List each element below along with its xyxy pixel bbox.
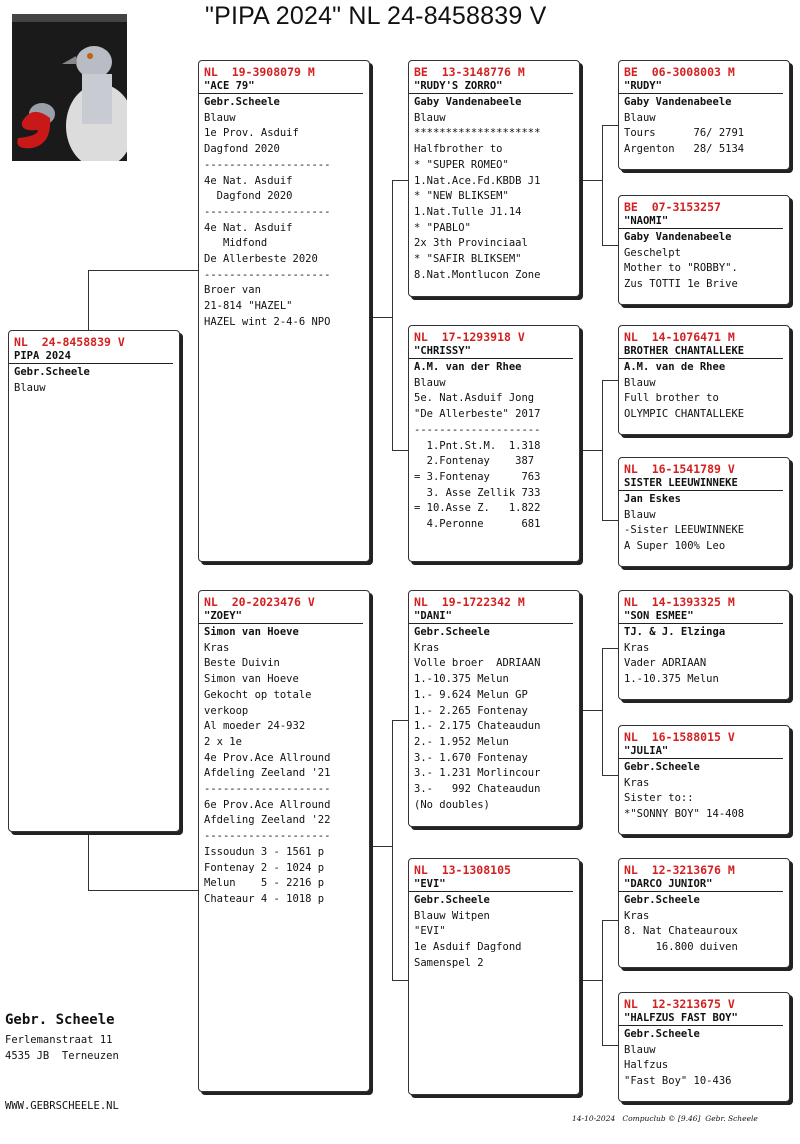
info-line: Gekocht op totale — [204, 688, 312, 701]
info-line: Melun 5 - 2216 p — [204, 877, 325, 890]
info-line: Dagfond 2020 — [204, 143, 280, 156]
info-line: Beste Duivin — [204, 657, 280, 670]
pigeon-name: "DANI" — [409, 609, 573, 624]
pigeon-name: "ACE 79" — [199, 79, 363, 94]
owner-name: Gaby Vandenabeele — [624, 231, 732, 243]
info-line: Midfond — [204, 237, 268, 250]
info-line: Blauw — [624, 376, 656, 389]
info-line: 5e. Nat.Asduif Jong — [414, 392, 535, 405]
info-line: 1.- 9.624 Melun GP — [414, 688, 528, 701]
info-line: *"SONNY BOY" 14-408 — [624, 808, 745, 821]
info-line: (No doubles) — [414, 798, 490, 811]
pigeon-name: PIPA 2024 — [9, 349, 173, 364]
info-line: = 10.Asse Z. 1.822 — [414, 502, 541, 515]
info-line: -------------------- — [204, 205, 331, 218]
subject-card — [8, 330, 180, 832]
info-line: Dagfond 2020 — [204, 190, 293, 203]
info-line: Blauw Witpen — [414, 909, 490, 922]
ring-number: BE 13-3148776 M — [414, 65, 525, 79]
owner-name: A.M. van de Rhee — [624, 361, 726, 373]
dam-card — [198, 590, 370, 1092]
info-line: Argenton 28/ 5134 — [624, 143, 745, 156]
info-line: Kras — [624, 641, 650, 654]
ring-number: BE 06-3008003 M — [624, 65, 735, 79]
ring-number: NL 20-2023476 V — [204, 595, 315, 609]
info-line: Blauw — [204, 111, 236, 124]
info-line: A Super 100% Leo — [624, 540, 726, 553]
owner-name: Gebr.Scheele — [624, 761, 700, 773]
owner-name: Gebr.Scheele — [624, 894, 700, 906]
info-line: 1e Asduif Dagfond — [414, 941, 522, 954]
pigeon-name: SISTER LEEUWINNEKE — [619, 476, 783, 491]
info-line: 2x 3th Provinciaal — [414, 237, 528, 250]
info-line: Kras — [624, 776, 650, 789]
info-line: HAZEL wint 2-4-6 NPO — [204, 315, 331, 328]
info-line: 1.-10.375 Melun — [414, 673, 509, 686]
sire-dam-card — [408, 325, 580, 562]
info-line: 1e Prov. Asduif — [204, 127, 299, 140]
info-line: Blauw — [624, 508, 656, 521]
info-line: De Allerbeste 2020 — [204, 253, 318, 266]
breeder-name: Gebr. Scheele — [5, 1012, 115, 1028]
info-line: -------------------- — [204, 830, 331, 843]
info-line: 16.800 duiven — [624, 941, 738, 954]
info-line: Kras — [414, 641, 440, 654]
sire-sire-card — [408, 60, 580, 297]
owner-name: Simon van Hoeve — [204, 626, 299, 638]
ring-number: NL 12-3213676 M — [624, 863, 735, 877]
info-line: * "SUPER ROMEO" — [414, 158, 509, 171]
info-line: Zus TOTTI 1e Brive — [624, 278, 738, 291]
owner-name: Gaby Vandenabeele — [414, 96, 522, 108]
info-line: -------------------- — [414, 423, 541, 436]
dsd-card — [618, 725, 790, 835]
ssd-card — [618, 195, 790, 305]
owner-name: Gebr.Scheele — [204, 96, 280, 108]
info-line: 4e Nat. Asduif — [204, 221, 293, 234]
info-line: Blauw — [14, 381, 46, 394]
owner-name: Gebr.Scheele — [14, 366, 90, 378]
info-line: "De Allerbeste" 2017 — [414, 408, 541, 421]
info-line: 6e Prov.Ace Allround — [204, 798, 331, 811]
owner-name: TJ. & J. Elzinga — [624, 626, 726, 638]
info-line: ******************** — [414, 127, 541, 140]
info-line: Kras — [204, 641, 230, 654]
info-line: Afdeling Zeeland '21 — [204, 767, 331, 780]
owner-name: Gebr.Scheele — [414, 894, 490, 906]
info-line: Kras — [624, 909, 650, 922]
sire-card — [198, 60, 370, 562]
pigeon-name: "CHRISSY" — [409, 344, 573, 359]
info-line: 3.- 1.231 Morlincour — [414, 767, 541, 780]
info-line: verkoop — [204, 704, 249, 717]
info-line: 1.- 2.175 Chateaudun — [414, 720, 541, 733]
info-line: Issoudun 3 - 1561 p — [204, 845, 325, 858]
pigeon-name: "RUDY" — [619, 79, 783, 94]
info-line: 2 x 1e — [204, 735, 242, 748]
info-line: 21-814 "HAZEL" — [204, 300, 293, 313]
info-line: Simon van Hoeve — [204, 673, 299, 686]
info-line: "EVI" — [414, 925, 446, 938]
info-line: Sister to:: — [624, 792, 694, 805]
info-line: Chateaur 4 - 1018 p — [204, 892, 325, 905]
info-line: = 3.Fontenay 763 — [414, 470, 541, 483]
info-line: 8.Nat.Montlucon Zone — [414, 268, 541, 281]
breeder-website-link[interactable]: WWW.GEBRSCHEELE.NL — [5, 1100, 119, 1112]
info-line: Halfzus — [624, 1059, 669, 1072]
info-line: 1.- 2.265 Fontenay — [414, 704, 528, 717]
ring-number: NL 12-3213675 V — [624, 997, 735, 1011]
pigeon-name: "SON ESMEE" — [619, 609, 783, 624]
info-line: -------------------- — [204, 158, 331, 171]
pigeon-name: "HALFZUS FAST BOY" — [619, 1011, 783, 1026]
info-line: Samenspel 2 — [414, 956, 484, 969]
info-line: "Fast Boy" 10-436 — [624, 1075, 732, 1088]
info-line: Mother to "ROBBY". — [624, 262, 738, 275]
info-line: Tours 76/ 2791 — [624, 127, 745, 140]
info-line: 4e Nat. Asduif — [204, 174, 293, 187]
ring-number: NL 16-1588015 V — [624, 730, 735, 744]
ring-number: BE 07-3153257 — [624, 200, 721, 214]
info-line: 1.-10.375 Melun — [624, 673, 719, 686]
info-line: Afdeling Zeeland '22 — [204, 814, 331, 827]
sdd-card — [618, 457, 790, 567]
pigeon-name: "ZOEY" — [199, 609, 363, 624]
footer-info: 14-10-2024 Compuclub © [9.46] Gebr. Scheele — [572, 1114, 758, 1123]
info-line: Full brother to — [624, 392, 719, 405]
info-line: Volle broer ADRIAAN — [414, 657, 541, 670]
info-line: OLYMPIC CHANTALLEKE — [624, 408, 745, 421]
info-line: Vader ADRIAAN — [624, 657, 707, 670]
info-line: 1.Nat.Tulle J1.14 — [414, 205, 522, 218]
breeder-street: Ferlemanstraat 11 — [5, 1034, 113, 1046]
ring-number: NL 19-1722342 M — [414, 595, 525, 609]
info-line: * "PABLO" — [414, 221, 471, 234]
ring-number: NL 13-1308105 — [414, 863, 511, 877]
info-line: 1.Pnt.St.M. 1.318 — [414, 439, 541, 452]
info-line: -------------------- — [204, 268, 331, 281]
ring-number: NL 14-1076471 M — [624, 330, 735, 344]
info-line: Blauw — [624, 111, 656, 124]
pigeon-name: "DARCO JUNIOR" — [619, 877, 783, 892]
info-line: Halfbrother to — [414, 143, 503, 156]
page-title: "PIPA 2024" NL 24-8458839 V — [205, 2, 547, 30]
owner-name: Gebr.Scheele — [624, 1028, 700, 1040]
dam-sire-card — [408, 590, 580, 827]
ring-number: NL 19-3908079 M — [204, 65, 315, 79]
club-logo — [12, 14, 127, 161]
info-line: 1.Nat.Ace.Fd.KBDB J1 — [414, 174, 541, 187]
ddd-card — [618, 992, 790, 1102]
info-line: Broer van — [204, 284, 261, 297]
info-line: 3. Asse Zellik 733 — [414, 486, 541, 499]
info-line: * "NEW BLIKSEM" — [414, 190, 509, 203]
info-line: Fontenay 2 - 1024 p — [204, 861, 325, 874]
info-line: -------------------- — [204, 783, 331, 796]
ring-number: NL 24-8458839 V — [14, 335, 125, 349]
pigeon-name: BROTHER CHANTALLEKE — [619, 344, 783, 359]
info-line: 2.- 1.952 Melun — [414, 735, 509, 748]
info-line: Blauw — [624, 1043, 656, 1056]
owner-name: A.M. van der Rhee — [414, 361, 522, 373]
sss-card — [618, 60, 790, 170]
owner-name: Gebr.Scheele — [414, 626, 490, 638]
pigeon-name: "EVI" — [409, 877, 573, 892]
sds-card — [618, 325, 790, 435]
info-line: 4e Prov.Ace Allround — [204, 751, 331, 764]
info-line: Geschelpt — [624, 246, 681, 259]
pigeon-name: "RUDY'S ZORRO" — [409, 79, 573, 94]
ring-number: NL 16-1541789 V — [624, 462, 735, 476]
info-line: 8. Nat Chateauroux — [624, 925, 738, 938]
info-line: Al moeder 24-932 — [204, 720, 306, 733]
ring-number: NL 14-1393325 M — [624, 595, 735, 609]
owner-name: Gaby Vandenabeele — [624, 96, 732, 108]
dam-dam-card — [408, 858, 580, 1095]
info-line: Blauw — [414, 111, 446, 124]
info-line: 4.Peronne 681 — [414, 518, 541, 531]
pigeon-name: "JULIA" — [619, 744, 783, 759]
dds-card — [618, 858, 790, 968]
dss-card — [618, 590, 790, 700]
pigeon-name: "NAOMI" — [619, 214, 783, 229]
info-line: 3.- 992 Chateaudun — [414, 783, 541, 796]
owner-name: Jan Eskes — [624, 493, 681, 505]
info-line: -Sister LEEUWINNEKE — [624, 524, 745, 537]
info-line: 2.Fontenay 387 — [414, 455, 535, 468]
info-line: Blauw — [414, 376, 446, 389]
ring-number: NL 17-1293918 V — [414, 330, 525, 344]
breeder-city: 4535 JB Terneuzen — [5, 1050, 119, 1062]
info-line: 3.- 1.670 Fontenay — [414, 751, 528, 764]
info-line: * "SAFIR BLIKSEM" — [414, 253, 522, 266]
